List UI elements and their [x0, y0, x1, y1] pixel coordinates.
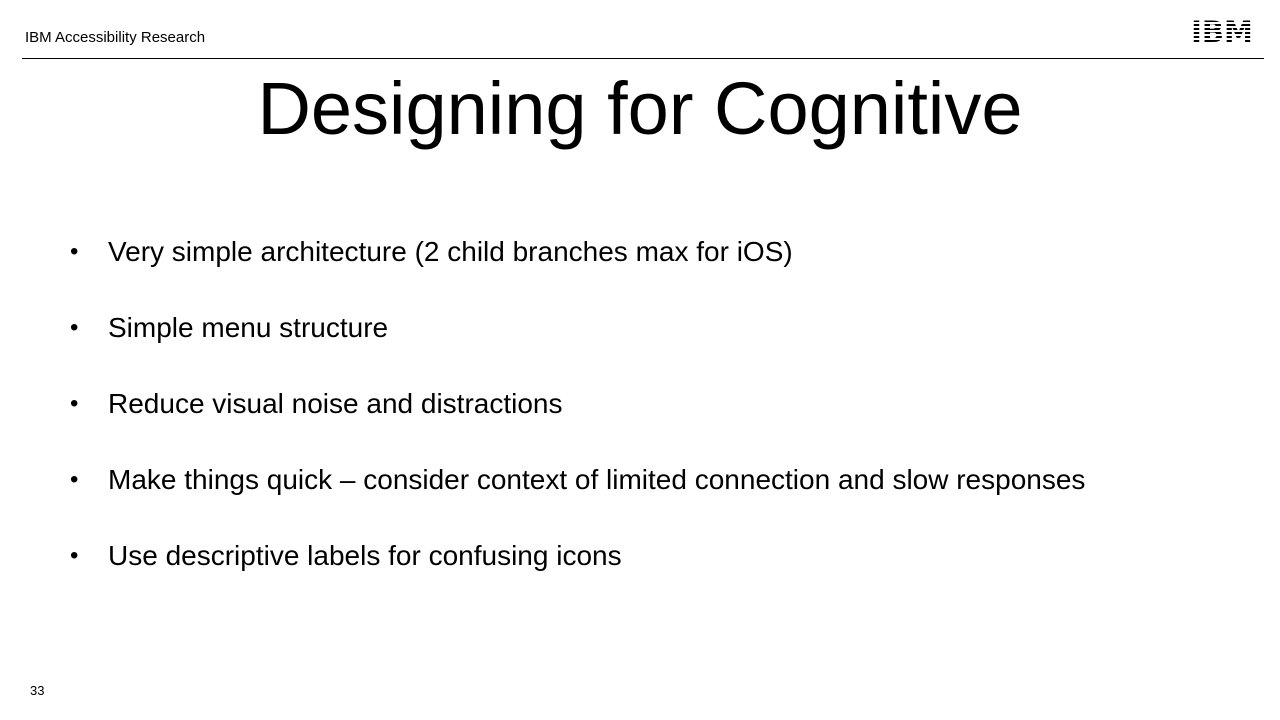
bullet-marker: •	[70, 466, 79, 493]
bullet-list	[70, 232, 1150, 612]
bullet-item	[70, 384, 1150, 423]
bullet-text: Very simple architecture (2 child branches max for iOS)	[108, 236, 793, 267]
bullet-item	[70, 460, 1150, 499]
slide-title: Designing for Cognitive	[257, 67, 1023, 150]
bullet-item	[70, 536, 1150, 575]
bullet-marker: •	[70, 238, 79, 265]
bullet-text: Simple menu structure	[108, 312, 389, 343]
bullet-text: Reduce visual noise and distractions	[108, 388, 563, 419]
header-label: IBM Accessibility Research	[25, 29, 206, 46]
bullet-marker: •	[70, 390, 79, 417]
ibm-logo-icon	[1186, 16, 1258, 46]
bullet-item	[70, 308, 1150, 347]
bullet-text: Make things quick – consider context of limited connection and slow responses	[108, 464, 1086, 495]
bullet-text: Use descriptive labels for confusing icons	[108, 540, 622, 571]
bullet-marker: •	[70, 314, 79, 341]
header-divider	[22, 58, 1264, 59]
page-number: 33	[30, 683, 45, 698]
bullet-item	[70, 232, 1150, 271]
bullet-marker: •	[70, 542, 79, 569]
